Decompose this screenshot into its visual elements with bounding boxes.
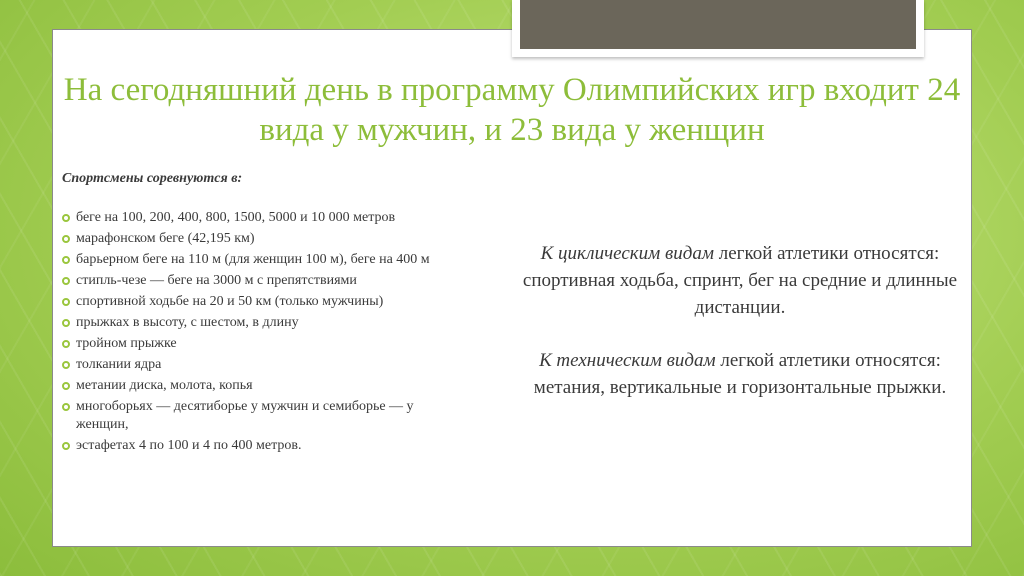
header-plate-inner bbox=[520, 0, 916, 49]
ring-bullet-icon bbox=[62, 340, 70, 348]
slide-title: На сегодняшний день в программу Олимпийских игр входит 24 вида у мужчин, и 23 вида у женщин bbox=[63, 72, 961, 148]
list-item bbox=[62, 335, 446, 353]
list-item bbox=[62, 230, 446, 248]
header-plate bbox=[512, 0, 924, 57]
technical-emphasis: К техническим видам bbox=[539, 350, 716, 371]
list-item-text: стипль-чезе — беге на 3000 м с препятствиями bbox=[76, 273, 357, 288]
ring-bullet-icon bbox=[62, 214, 70, 222]
cyclic-text: легкой атлетики относятся: спортивная ходьба, спринт, бег на средние и длинные дистанции. bbox=[522, 243, 958, 318]
list-item-text: марафонском беге (42,195 км) bbox=[76, 231, 255, 246]
list-item bbox=[62, 437, 446, 455]
list-item-text: беге на 100, 200, 400, 800, 1500, 5000 и 10 000 метров bbox=[76, 210, 396, 225]
list-item bbox=[62, 356, 446, 374]
technical-paragraph bbox=[520, 347, 960, 401]
ring-bullet-icon bbox=[62, 277, 70, 285]
list-item-text: метании диска, молота, копья bbox=[76, 378, 253, 393]
ring-bullet-icon bbox=[62, 382, 70, 390]
list-item-text: толкании ядра bbox=[76, 357, 162, 372]
list-item-text: барьерном беге на 110 м (для женщин 100 м), беге на 400 м bbox=[76, 252, 430, 267]
list-item bbox=[62, 377, 446, 395]
events-list bbox=[62, 209, 462, 455]
ring-bullet-icon bbox=[62, 319, 70, 327]
list-item bbox=[62, 251, 446, 269]
list-item bbox=[62, 314, 446, 332]
list-item-text: эстафетах 4 по 100 и 4 по 400 метров. bbox=[76, 438, 302, 453]
left-subheading: Спортсмены соревнуются в: bbox=[62, 171, 243, 186]
ring-bullet-icon bbox=[62, 298, 70, 306]
list-item-text: спортивной ходьбе на 20 и 50 км (только мужчины) bbox=[76, 294, 384, 309]
ring-bullet-icon bbox=[62, 256, 70, 264]
left-column bbox=[62, 170, 462, 458]
technical-text: легкой атлетики относятся: метания, вертикальные и горизонтальные прыжки. bbox=[533, 350, 947, 398]
list-item bbox=[62, 398, 446, 434]
cyclic-paragraph bbox=[520, 240, 960, 321]
list-item bbox=[62, 209, 446, 227]
right-column bbox=[520, 240, 960, 427]
list-item bbox=[62, 272, 446, 290]
list-item bbox=[62, 293, 446, 311]
ring-bullet-icon bbox=[62, 235, 70, 243]
list-item-text: тройном прыжке bbox=[76, 336, 177, 351]
ring-bullet-icon bbox=[62, 442, 70, 450]
ring-bullet-icon bbox=[62, 403, 70, 411]
list-item-text: многоборьях — десятиборье у мужчин и семиборье — у женщин, bbox=[76, 399, 414, 432]
ring-bullet-icon bbox=[62, 361, 70, 369]
cyclic-emphasis: К циклическим видам bbox=[540, 243, 715, 264]
list-item-text: прыжках в высоту, с шестом, в длину bbox=[76, 315, 299, 330]
